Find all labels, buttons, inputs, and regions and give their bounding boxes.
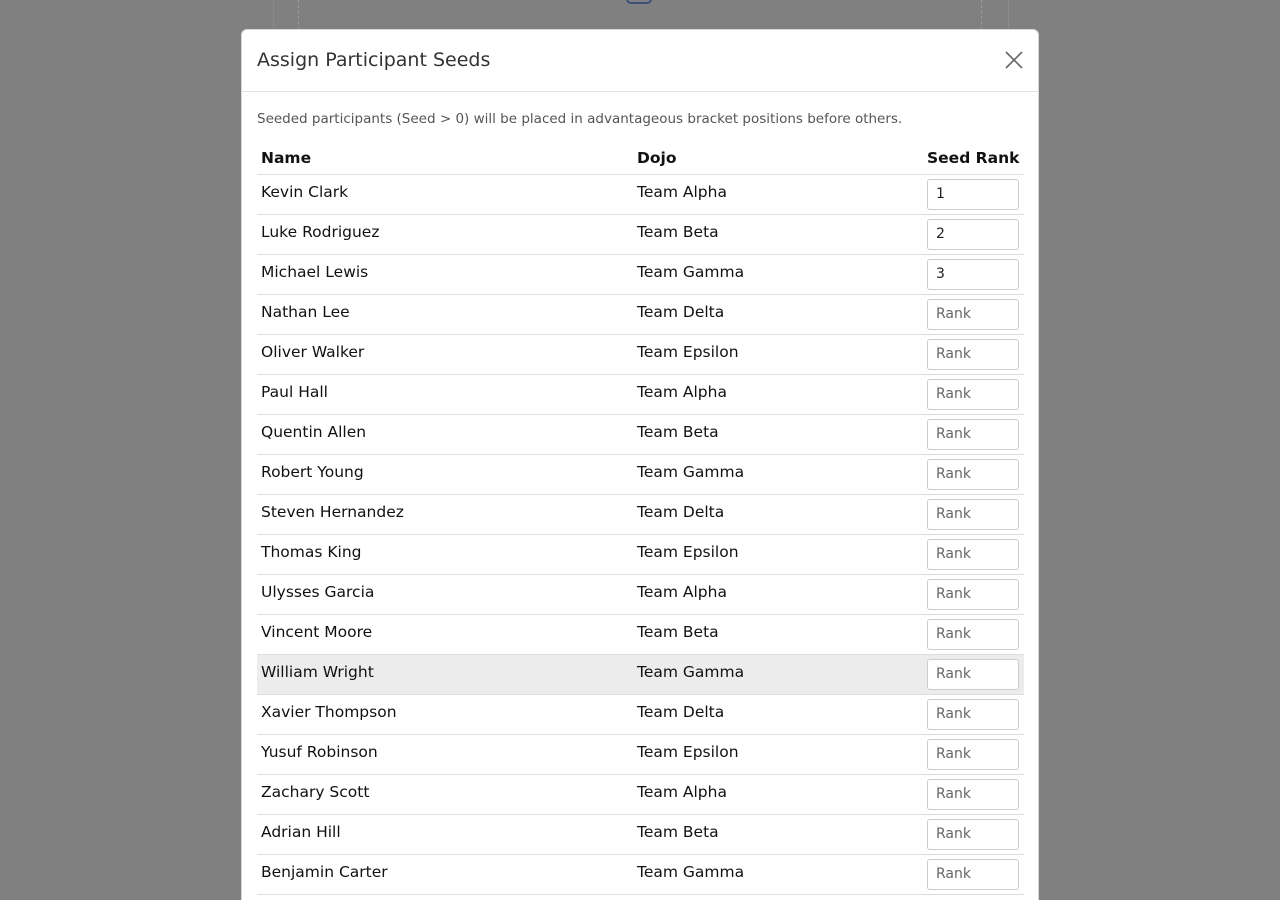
seed-rank-input[interactable] xyxy=(927,699,1019,730)
close-button[interactable] xyxy=(1004,50,1024,70)
participant-dojo: Team Delta xyxy=(633,294,923,334)
participant-name: Adrian Hill xyxy=(257,814,633,854)
participant-dojo: Team Gamma xyxy=(633,454,923,494)
participant-name: Robert Young xyxy=(257,454,633,494)
seed-rank-cell xyxy=(923,814,1024,854)
participant-name: Luke Rodriguez xyxy=(257,214,633,254)
seed-rank-input[interactable] xyxy=(927,739,1019,770)
seed-rank-cell xyxy=(923,294,1024,334)
table-row xyxy=(257,174,1024,214)
seed-rank-input[interactable] xyxy=(927,259,1019,290)
table-row xyxy=(257,454,1024,494)
participant-name: Thomas King xyxy=(257,534,633,574)
participant-dojo: Team Gamma xyxy=(633,854,923,894)
table-row xyxy=(257,254,1024,294)
participant-dojo: Team Alpha xyxy=(633,174,923,214)
table-row xyxy=(257,694,1024,734)
participant-name: William Wright xyxy=(257,654,633,694)
seed-rank-input[interactable] xyxy=(927,179,1019,210)
participant-dojo: Team Beta xyxy=(633,814,923,854)
seed-rank-input[interactable] xyxy=(927,619,1019,650)
participant-dojo: Team Alpha xyxy=(633,374,923,414)
participant-name: Steven Hernandez xyxy=(257,494,633,534)
participant-dojo: Team Epsilon xyxy=(633,734,923,774)
seed-rank-cell xyxy=(923,374,1024,414)
table-row xyxy=(257,774,1024,814)
table-row xyxy=(257,534,1024,574)
participant-name: Benjamin Carter xyxy=(257,854,633,894)
seed-rank-input[interactable] xyxy=(927,659,1019,690)
table-row xyxy=(257,734,1024,774)
participant-dojo: Team Gamma xyxy=(633,254,923,294)
table-row xyxy=(257,374,1024,414)
seed-rank-input[interactable] xyxy=(927,859,1019,890)
seed-rank-input[interactable] xyxy=(927,779,1019,810)
table-header-row xyxy=(257,143,1024,174)
participant-name: Vincent Moore xyxy=(257,614,633,654)
seed-description: Seeded participants (Seed > 0) will be placed in advantageous bracket positions before others. xyxy=(257,111,903,127)
seed-rank-cell xyxy=(923,654,1024,694)
seed-table xyxy=(257,143,1024,895)
seed-rank-cell xyxy=(923,214,1024,254)
seed-rank-cell xyxy=(923,614,1024,654)
table-row xyxy=(257,854,1024,894)
participant-dojo: Team Beta xyxy=(633,214,923,254)
table-row xyxy=(257,654,1024,694)
table-row xyxy=(257,814,1024,854)
table-row xyxy=(257,614,1024,654)
modal-header xyxy=(242,30,1038,92)
participant-name: Nathan Lee xyxy=(257,294,633,334)
seed-rank-input[interactable] xyxy=(927,499,1019,530)
seed-rank-cell xyxy=(923,534,1024,574)
participant-name: Yusuf Robinson xyxy=(257,734,633,774)
table-row xyxy=(257,494,1024,534)
participant-dojo: Team Beta xyxy=(633,614,923,654)
seed-rank-cell xyxy=(923,774,1024,814)
participant-dojo: Team Epsilon xyxy=(633,334,923,374)
close-icon xyxy=(1004,50,1024,70)
seed-rank-cell xyxy=(923,694,1024,734)
table-row xyxy=(257,414,1024,454)
seed-rank-input[interactable] xyxy=(927,819,1019,850)
background-dropzone xyxy=(298,0,982,30)
seed-rank-cell xyxy=(923,574,1024,614)
seed-rank-input[interactable] xyxy=(927,339,1019,370)
participant-dojo: Team Alpha xyxy=(633,574,923,614)
participant-dojo: Team Beta xyxy=(633,414,923,454)
participant-name: Paul Hall xyxy=(257,374,633,414)
seed-rank-cell xyxy=(923,174,1024,214)
seed-rank-cell xyxy=(923,454,1024,494)
seed-rank-cell xyxy=(923,334,1024,374)
seed-table-body xyxy=(257,174,1024,894)
seed-rank-input[interactable] xyxy=(927,299,1019,330)
seed-rank-cell xyxy=(923,414,1024,454)
seed-rank-input[interactable] xyxy=(927,539,1019,570)
seed-modal xyxy=(241,29,1039,900)
seed-rank-cell xyxy=(923,734,1024,774)
seed-rank-input[interactable] xyxy=(927,419,1019,450)
seed-rank-cell xyxy=(923,854,1024,894)
background-icon xyxy=(626,0,652,4)
participant-name: Xavier Thompson xyxy=(257,694,633,734)
table-row xyxy=(257,214,1024,254)
participant-name: Kevin Clark xyxy=(257,174,633,214)
seed-rank-cell xyxy=(923,254,1024,294)
participant-dojo: Team Delta xyxy=(633,494,923,534)
seed-rank-input[interactable] xyxy=(927,219,1019,250)
participant-dojo: Team Epsilon xyxy=(633,534,923,574)
modal-body xyxy=(242,110,1038,895)
table-row xyxy=(257,334,1024,374)
seed-rank-input[interactable] xyxy=(927,579,1019,610)
seed-rank-input[interactable] xyxy=(927,379,1019,410)
header-name: Name xyxy=(257,143,633,174)
seed-rank-input[interactable] xyxy=(927,459,1019,490)
header-dojo: Dojo xyxy=(633,143,923,174)
participant-name: Oliver Walker xyxy=(257,334,633,374)
table-row xyxy=(257,294,1024,334)
modal-title: Assign Participant Seeds xyxy=(257,49,491,71)
participant-dojo: Team Alpha xyxy=(633,774,923,814)
table-row xyxy=(257,574,1024,614)
participant-name: Michael Lewis xyxy=(257,254,633,294)
participant-name: Zachary Scott xyxy=(257,774,633,814)
seed-rank-cell xyxy=(923,494,1024,534)
participant-dojo: Team Delta xyxy=(633,694,923,734)
participant-name: Quentin Allen xyxy=(257,414,633,454)
participant-dojo: Team Gamma xyxy=(633,654,923,694)
participant-name: Ulysses Garcia xyxy=(257,574,633,614)
header-seed-rank: Seed Rank xyxy=(923,143,1024,174)
